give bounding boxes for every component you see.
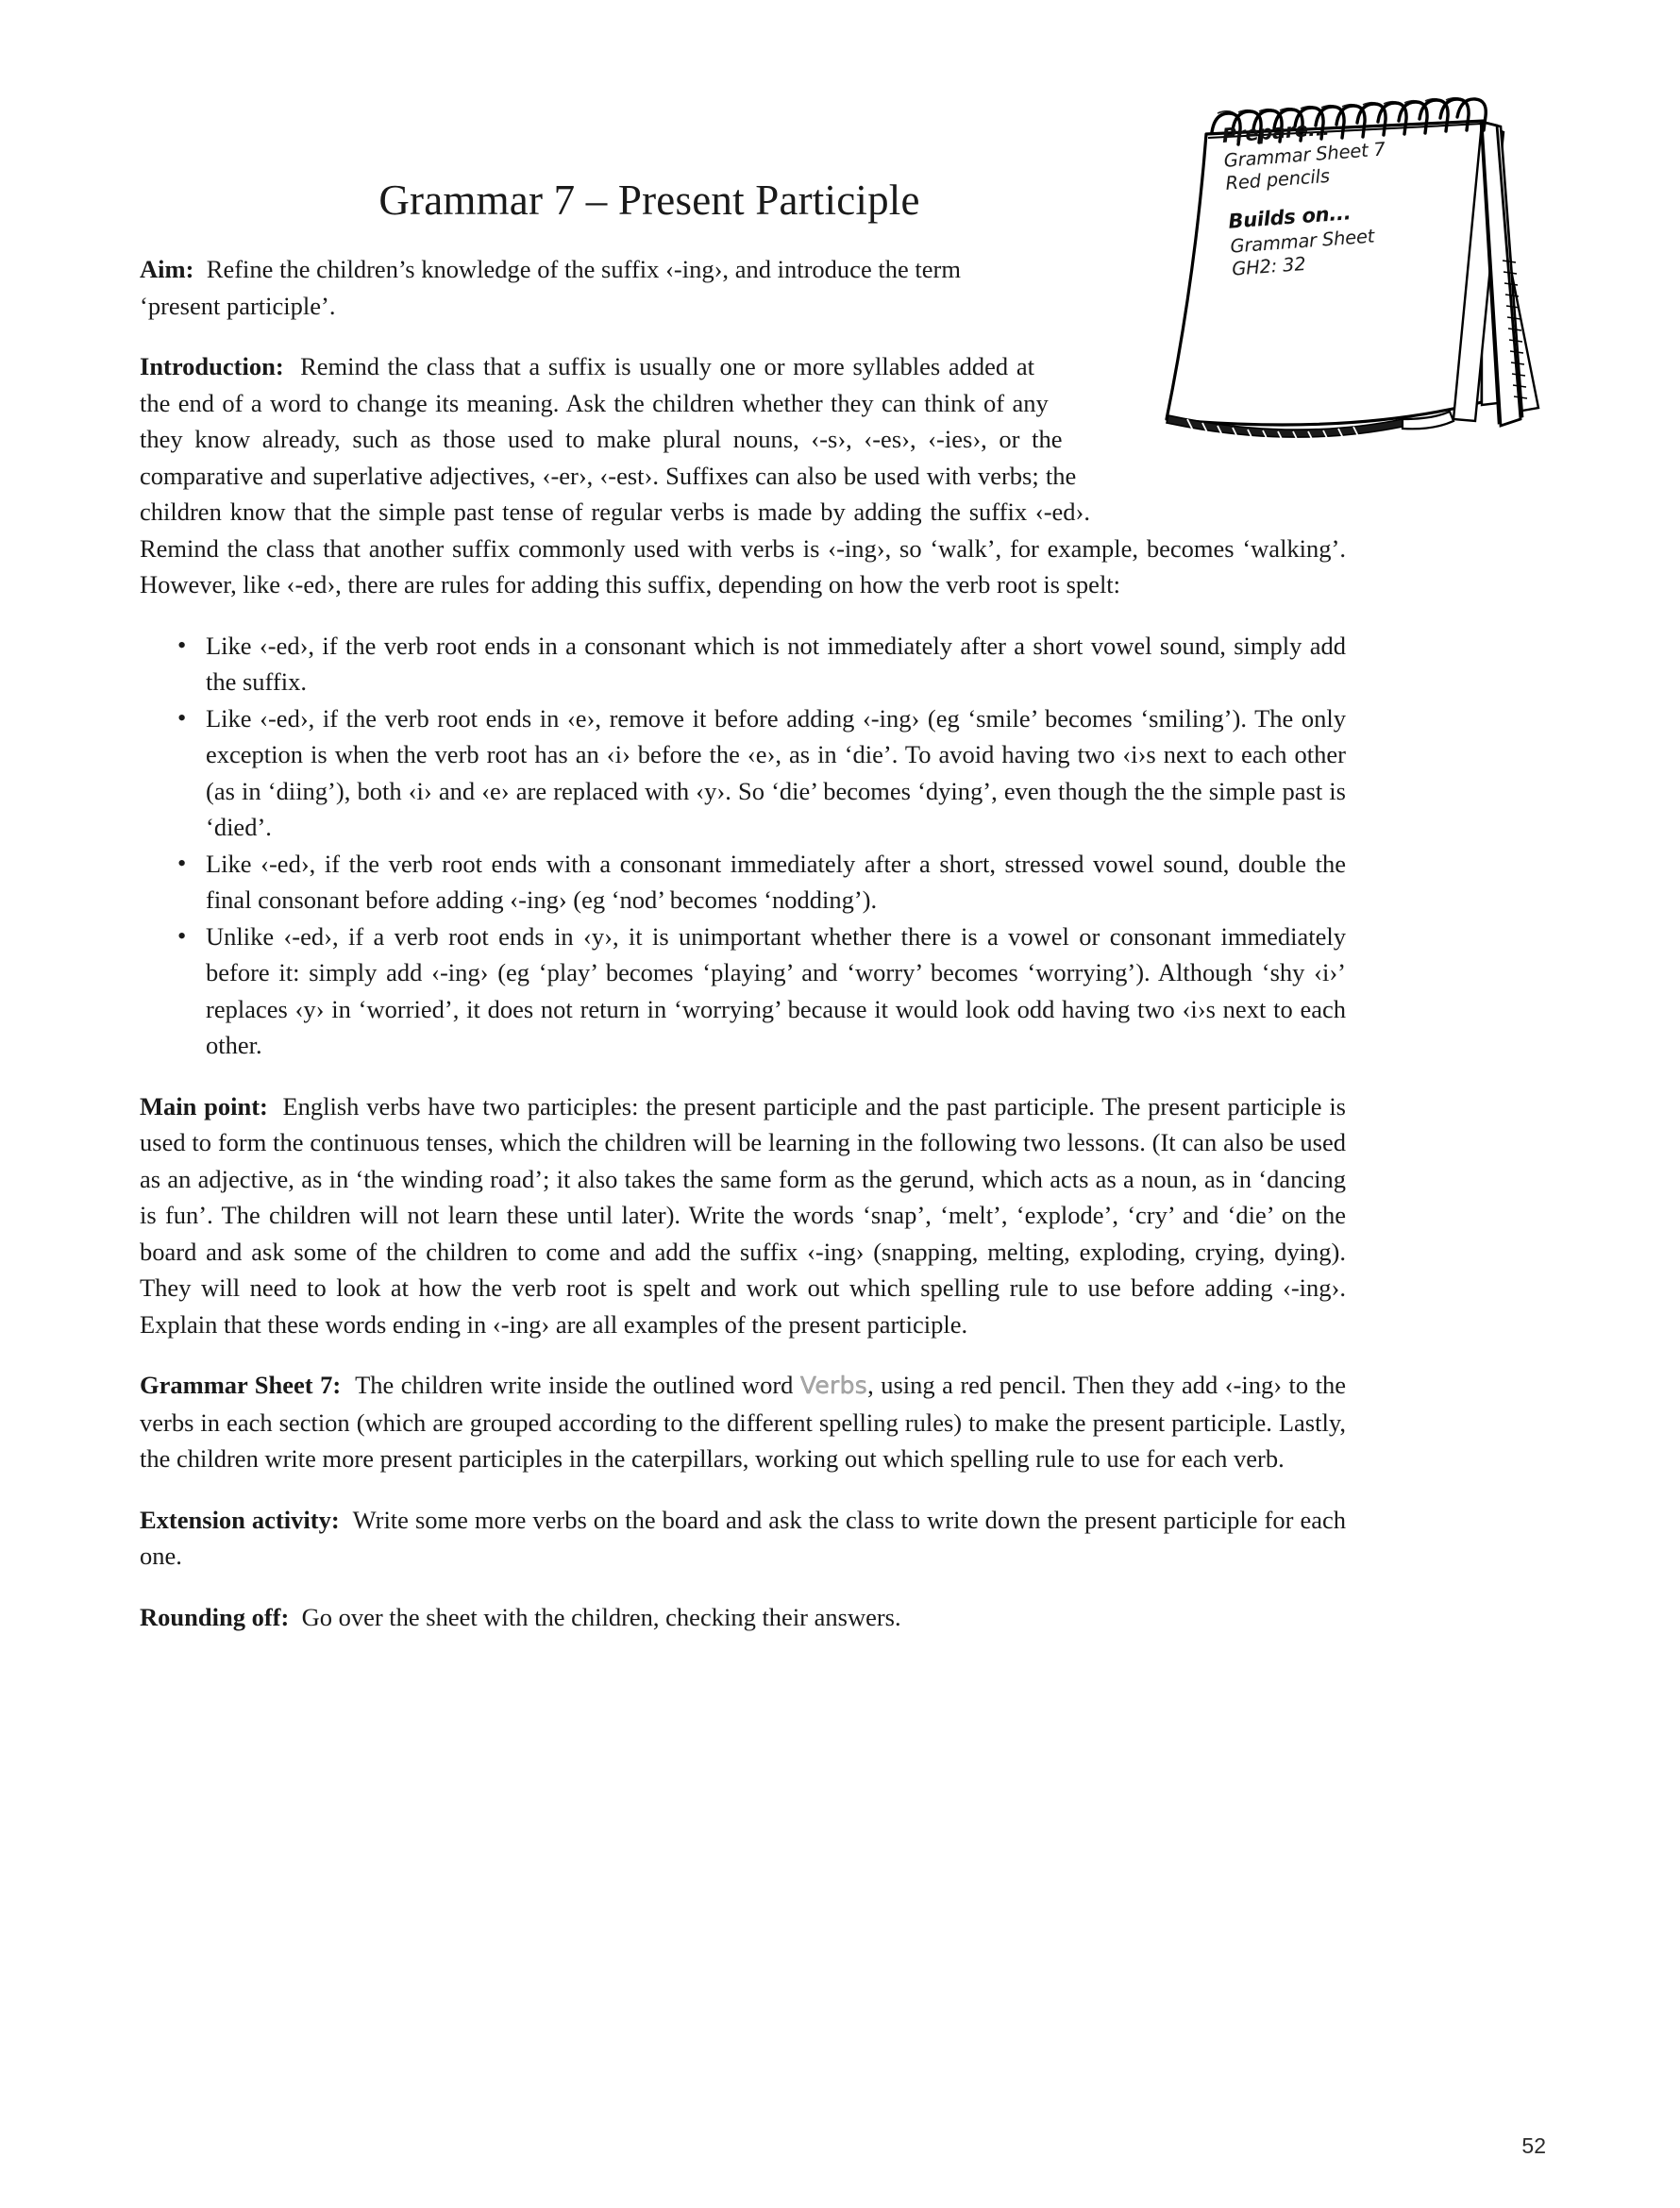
notepad-prepare-heading: Prepare...	[1221, 116, 1331, 147]
list-item	[176, 628, 1346, 700]
grammar-sheet-label: Grammar Sheet 7:	[140, 1371, 342, 1399]
rule-text: Unlike ‹-ed›, if a verb root ends in ‹y›, it is unimportant whether there is a vowel or consonant immediately before it: simply add ‹-ing› (eg ‘play’ becomes ‘playing’ and ‘worry’ becomes ‘worrying’). Although ‘shy ‹i›’ replaces ‹y› in ‘worried’, it does not return in ‘worrying’ because it would look odd having two ‹i›s next to each other.	[206, 921, 1346, 1059]
bullet-glyph: •	[177, 630, 187, 659]
list-item	[176, 700, 1346, 846]
page-title: Grammar 7 – Present Participle	[378, 177, 920, 225]
section-rounding-off	[140, 1599, 1346, 1636]
grammar-sheet-text-before: The children write inside the outlined word	[355, 1371, 794, 1399]
section-aim	[140, 251, 961, 324]
main-point-text: English verbs have two participles: the present participle and the past participle. The present participle is used to form the continuous tenses, which the children will be learning in the following two lessons. (It can also be used as an adjective, as in ‘the winding road’; it also takes the same form as the gerund, which acts as a noun, as in ‘dancing is fun’. The children will not learn these until later). Write the words ‘snap’, ‘melt’, ‘explode’, ‘cry’ and ‘die’ on the board and ask some of the children to come and add the suffix ‹-ing› (snapping, melting, exploding, crying, dying). They will need to look at how the verb root is spelt and work out which spelling rule to use before adding ‹-ing›. Explain that these words ending in ‹-ing› are all examples of the present participle.	[140, 1091, 1346, 1339]
notepad-prepare-item-1: Red pencils	[1224, 164, 1331, 194]
art-float-spacer	[1034, 348, 1346, 495]
notepad-builds-on-item-0: Grammar Sheet	[1229, 225, 1375, 258]
aim-text: Refine the children’s knowledge of the suffix ‹-ing›, and introduce the term ‘present participle’.	[140, 255, 961, 320]
bullet-glyph: •	[177, 920, 187, 950]
extension-text: Write some more verbs on the board and ask the class to write down the present participle for each one.	[140, 1505, 1347, 1570]
rule-text: Like ‹-ed›, if the verb root ends in ‹e›, remove it before adding ‹-ing› (eg ‘smile’ becomes ‘smiling’). The only exception is when the verb root has an ‹i› before the ‹e›, as in ‘die’. To avoid having two ‹i›s next to each other (as in ‘diing’), both ‹i› and ‹e› are replaced with ‹y›. So ‘die’ becomes ‘dying’, even though the the simple past is ‘died’.	[206, 703, 1346, 841]
section-extension-activity	[140, 1502, 1346, 1575]
rounding-off-label: Rounding off:	[140, 1602, 290, 1631]
spelling-rules-list	[140, 628, 1346, 1064]
bullet-glyph: •	[177, 848, 187, 877]
section-main-point	[140, 1088, 1346, 1343]
list-item	[176, 919, 1346, 1064]
notepad-prepare-item-0: Grammar Sheet 7	[1222, 138, 1386, 172]
rule-text: Like ‹-ed›, if the verb root ends with a consonant immediately after a short, stressed vowel sound, double the final consonant before adding ‹-ing› (eg ‘nod’ becomes ‘nodding’).	[206, 849, 1346, 914]
extension-label: Extension activity:	[140, 1505, 340, 1534]
aim-label: Aim:	[140, 255, 194, 283]
main-point-label: Main point:	[140, 1091, 268, 1121]
bullet-glyph: •	[177, 702, 187, 732]
grammar-sheet-text-after: , using a red pencil. Then they add ‹-ing› to the verbs in each section (which are grouped according to the different spelling rules) to make the present participle. Lastly, the children write more present participles in the caterpillars, working out which spelling rule to use for each verb.	[140, 1371, 1346, 1473]
notepad-builds-on-item-1: GH2: 32	[1231, 252, 1307, 280]
outlined-word-verbs: Verbs	[799, 1372, 868, 1399]
list-item	[176, 846, 1346, 919]
body-text-column	[140, 251, 1346, 1635]
rounding-off-text: Go over the sheet with the children, checking their answers.	[301, 1602, 901, 1631]
notepad-builds-on-heading: Builds on...	[1227, 201, 1352, 233]
rule-text: Like ‹-ed›, if the verb root ends in a consonant which is not immediately after a short vowel sound, simply add the suffix.	[206, 631, 1346, 696]
introduction-label: Introduction:	[140, 352, 284, 380]
page-number: 52	[1521, 2133, 1546, 2158]
section-introduction	[140, 348, 1346, 603]
section-grammar-sheet	[140, 1367, 1346, 1477]
introduction-text: Remind the class that a suffix is usually one or more syllables added at the end of a word to change its meaning. Ask the children whether they can think of any they know already, such as those used to make plural nouns, ‹-s›, ‹-es›, ‹-ies›, or the comparative and superlative adjectives, ‹-er›, ‹-est›. Suffixes can also be used with verbs; the children know that the simple past tense of regular verbs is made by adding the suffix ‹-ed›. Remind the class that another suffix commonly used with verbs is ‹-ing›, so ‘walk’, for example, becomes ‘walking’. However, like ‹-ed›, there are rules for adding this suffix, depending on how the verb root is spelt:	[140, 352, 1346, 598]
